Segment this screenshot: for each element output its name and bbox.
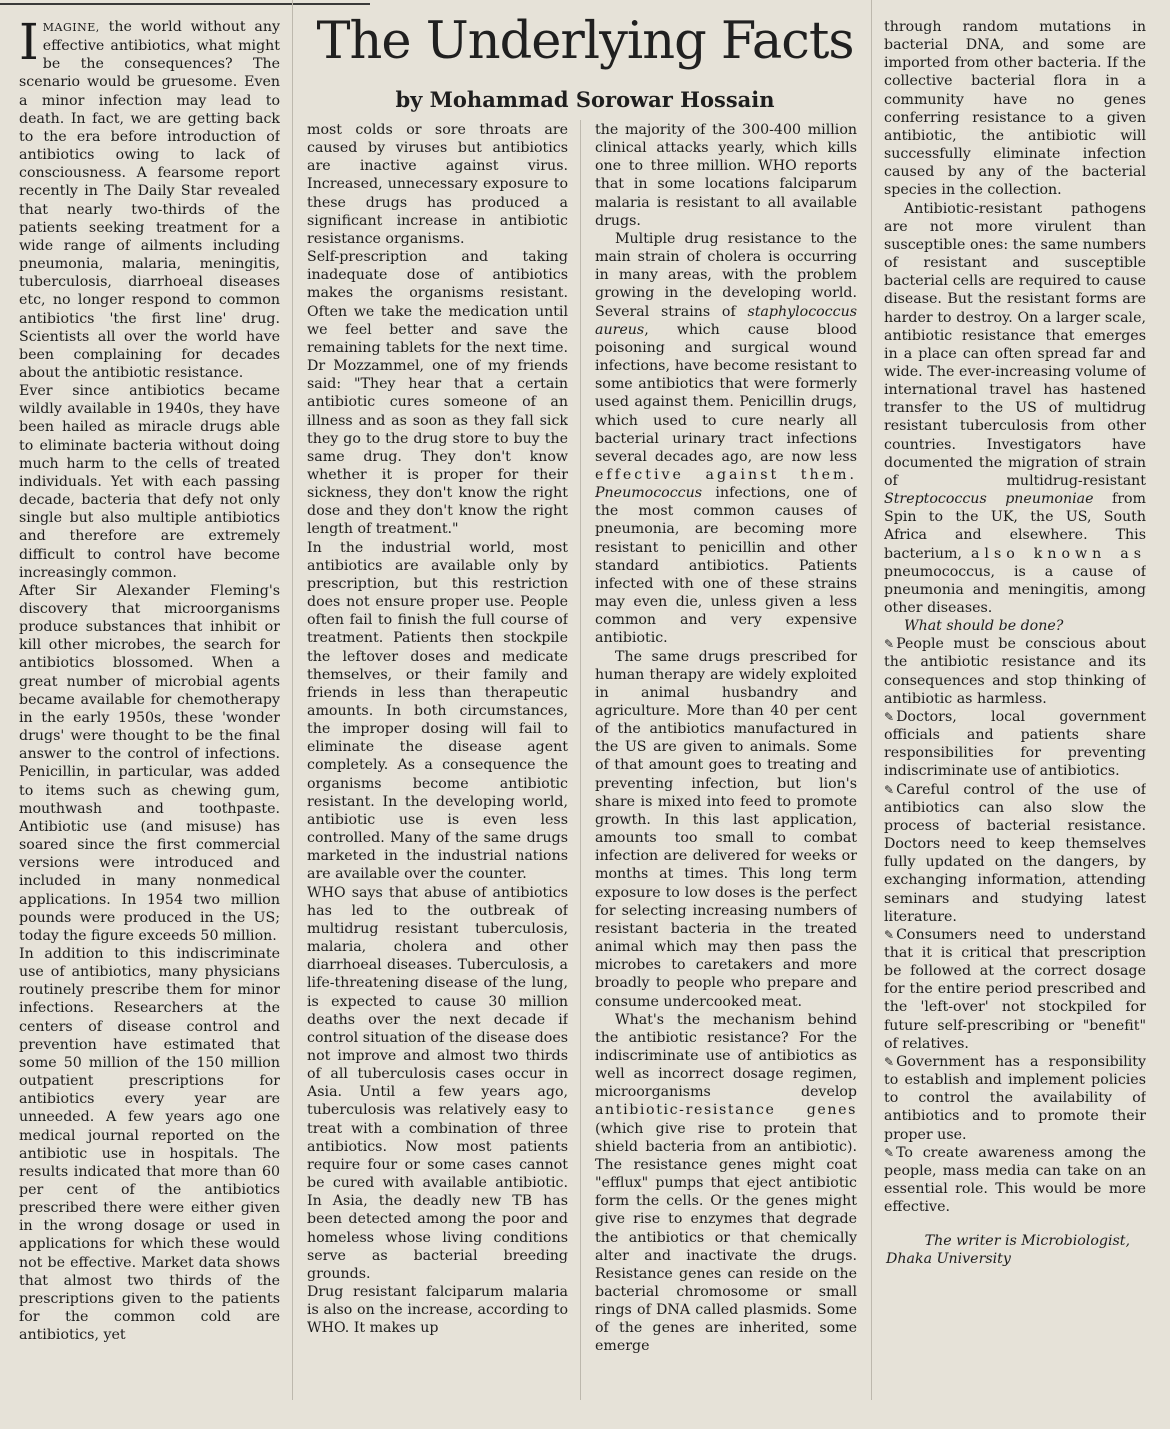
species-name: Pneumococcus — [595, 485, 703, 502]
list-item — [884, 926, 1146, 1053]
author-affiliation: Dhaka University — [886, 1251, 1011, 1268]
column-rule — [292, 0, 293, 1400]
list-item-text: People must be conscious about the antibiotic resistance and its consequences and stop thinking of antibiotic as harmless. — [884, 636, 1146, 707]
paragraph: In the industrial world, most antibiotics are available only by prescription, but this restriction does not ensure proper use. People often fail to finish the full course of treatment. Patients then stockpile the leftover doses and medicate themselves, or their family and friends in less than therapeutic amounts. In both circumstances, the improper dosing will fail to eliminate the disease agent completely. As a consequence the organisms become antibiotic resistant. In the developing world, antibiotic use is even less controlled. Many of the same drugs marketed in the industrial nations are available over the counter. — [307, 539, 568, 883]
paragraph-text: from Spin to the UK, the US, South Africa and elsewhere. This bacterium, — [884, 491, 1146, 562]
paragraph-text: the world without any effective antibiotics, what might be the consequences? The scenario would be gruesome. Even a minor infection may lead to death. In fact, we are getting back to the era before introduction of antibiotics owing to lack of consciousness. A fearsome report recently in The Daily Star revealed that nearly two-thirds of the patients seeking treatment for a wide range of ailments including pneumonia, malaria, meningitis, tuberculosis, diarrhoeal diseases etc, no longer respond to common antibiotics 'the first line' drug. Scientists all over the world have been complaining for decades about the antibiotic resistance. — [19, 19, 280, 381]
paragraph: Ever since antibiotics became wildly available in 1940s, they have been hailed as miracle drugs able to eliminate bacteria without doing much harm to the cells of treated individuals. Yet with each passing decade, bacteria that defy not only single but also multiple antibiotics and therefore are extremely difficult to control have become increasingly common. — [19, 383, 280, 581]
pen-icon: ✎ — [884, 1145, 895, 1160]
paragraph: WHO says that abuse of antibiotics has led to the outbreak of multidrug resistant tuberculosis, malaria, cholera and other diarrhoeal diseases. Tuberculosis, a life-threatening disease of the lung, is expected to cause 30 million deaths over the next decade if control situation of the disease does not improve and almost two thirds of all tuberculosis cases occur in Asia. Until a few years ago, tuberculosis was relatively easy to treat with a combination of three antibiotics. Now most patients require four or some cases cannot be cured with available antibiotic. In Asia, the deadly new TB has been detected among the poor and homeless whose living conditions serve as bacterial breeding grounds. — [307, 884, 568, 1282]
pen-icon: ✎ — [884, 782, 895, 797]
paragraph: Self-prescription and taking inadequate dose of antibiotics makes the organisms resistant. Often we take the medication until we feel better and save the remaining tablets for the next time. Dr Mozzammel, one of my friends said: "They hear that a certain antibiotic cures someone of an illness and as soon as they fall sick they go to the drug store to buy the same drug. They don't know whether it is proper for their sickness, they don't know the right dose and they don't know the right length of treatment." — [307, 249, 568, 538]
pen-icon: ✎ — [884, 637, 895, 652]
list-item — [884, 781, 1146, 926]
list-item-text: Government has a responsibility to establish and implement policies to control the availability of antibiotics and to promote their proper use. — [884, 1053, 1146, 1143]
list-item — [884, 635, 1146, 708]
list-item — [884, 708, 1146, 781]
pen-icon: ✎ — [884, 1054, 895, 1069]
paragraph — [19, 18, 280, 382]
author-note: The writer is Microbiologist, — [924, 1233, 1130, 1250]
list-item-text: Doctors, local government officials and patients share responsibilities for preventing indiscriminate use of antibiotics. — [884, 708, 1146, 780]
paragraph: Drug resistant falciparum malaria is also on the increase, according to WHO. It makes up — [307, 1284, 568, 1337]
headline: The Underlying Facts — [316, 12, 854, 71]
pen-icon: ✎ — [884, 927, 895, 942]
paragraph: In addition to this indiscriminate use of antibiotics, many physicians routinely prescribe them for minor infections. Researchers at the centers of disease control and prevention have estimated that some 50 million of the 150 million outpatient prescriptions for antibiotics every year are unneeded. A few years ago one medical journal reported on the antibiotic use in hospitals. The results indicated that more than 60 per cent of the antibiotics prescribed there were either given in the wrong dosage or used in applications for which these would not be effective. Market data shows that almost two thirds of the prescriptions given to the patients for the common cold are antibiotics, yet — [19, 945, 280, 1344]
list-item-text: Consumers need to understand that it is critical that prescription be followed at the correct dosage for the entire period prescribed and the 'left-over' not stockpiled for future self-prescribing or "benefit" of relatives. — [884, 926, 1146, 1052]
paragraph-text: Multiple drug resistance to the main strain of cholera is occurring in many areas, with the problem growing in the developing world. Several strains of — [595, 230, 857, 320]
paragraph-text: What's the mechanism behind the antibiotic resistance? For the indiscriminate use of antibiotics as well as incorrect dosage regimen, microorganisms develop — [595, 1011, 857, 1101]
paragraph-text: pneumococcus, is a cause of pneumonia and meningitis, among other diseases. — [884, 563, 1146, 616]
column-rule — [871, 0, 872, 1400]
paragraph: The same drugs prescribed for human therapy are widely exploited in animal husbandry and agriculture. More than 40 per cent of the antibiotics manufactured in the US are given to animals. Some of that amount goes to treating and preventing infection, but lion's share is mixed into feed to promote growth. In this last application, amounts too small to combat infection are delivered for weeks or months at times. This long term exposure to low doses is the perfect for selecting increasing numbers of resistant bacteria in the treated animal which may then pass the microbes to caretakers and more broadly to people who prepare and consume undercooked meat. — [595, 648, 857, 1010]
column-4 — [884, 18, 1146, 1269]
column-rule — [580, 120, 581, 1400]
column-2 — [307, 121, 568, 1337]
paragraph — [595, 1011, 857, 1356]
paragraph-text: Antibiotic-resistant pathogens are not more virulent than susceptible ones: the same numbers of resistant and susceptible bacterial cells are required to cause disease. But the resistant forms are harder to destroy. On a larger scale, antibiotic resistance that emerges in a place can often spread far and wide. The ever-increasing volume of international travel has hastened transfer to the US of multidrug resistant tuberculosis from other countries. Investigators have documented the migration of strain of multidrug-resistant — [884, 200, 1146, 489]
list-item-text: Careful control of the use of antibiotics can also slow the process of bacterial resistance. Doctors need to keep themselves fully updated on the dangers, by exchanging information, attending seminars and studying latest literature. — [884, 781, 1146, 925]
pen-icon: ✎ — [884, 709, 895, 724]
drop-cap: I — [19, 18, 39, 71]
paragraph-text: also known as — [970, 545, 1146, 562]
paragraph — [884, 200, 1146, 618]
paragraph-text: , which cause blood poisoning and surgical wound infections, have become resistant to some antibiotics that were formerly used against them. Penicillin drugs, which used to cure nearly all bacterial urinary tract infections several decades ago, are now less — [595, 321, 857, 465]
paragraph: most colds or sore throats are caused by viruses but antibiotics are inactive against virus. Increased, unnecessary exposure to these drugs has produced a significant increase in antibiotic resistance organisms. — [307, 122, 568, 247]
paragraph-text: (which give rise to protein that shield bacteria from an antibiotic). The resistance genes might coat "efflux" pumps that eject antibiotic form the cells. Or the genes might give rise to enzymes that degrade the antibiotics or that chemically alter and inactivate the drugs. Resistance genes can reside on the bacterial chromosome or small rings of DNA called plasmids. Some of the genes are inherited, some emerge — [595, 1120, 857, 1355]
column-3 — [595, 121, 857, 1356]
paragraph — [595, 230, 857, 648]
paragraph: through random mutations in bacterial DNA, and some are imported from other bacteria. If the collective bacterial flora in a community have no genes conferring resistance to a given antibiotic, the antibiotic will successfully eliminate infection caused by any of the bacterial species in the collection. — [884, 19, 1146, 199]
top-rule — [0, 3, 370, 5]
list-item — [884, 1053, 1146, 1144]
list-item — [884, 1144, 1146, 1217]
column-1 — [19, 18, 280, 1344]
byline: by Mohammad Sorowar Hossain — [395, 87, 775, 112]
species-name: Streptococcus pneumoniae — [884, 491, 1094, 508]
list-item-text: To create awareness among the people, mass media can take on an essential role. This would be more effective. — [884, 1144, 1146, 1216]
paragraph-text: effective against them. — [595, 466, 857, 483]
subheading: What should be done? — [904, 618, 1064, 635]
paragraph: After Sir Alexander Fleming's discovery that microorganisms produce substances that inhibit or kill other microbes, the search for antibiotics blossomed. When a great number of microbial agents became available for chemotherapy in the early 1950s, these 'wonder drugs' were thought to be the final answer to the control of infections. Penicillin, in particular, was added to items such as chewing gum, mouthwash and toothpaste. Antibiotic use (and misuse) has soared since the first commercial versions were introduced and included in many nonmedical applications. In 1954 two million pounds were produced in the US; today the figure exceeds 50 million. — [19, 582, 280, 944]
species-name: staphylococcus aureus — [595, 303, 857, 338]
paragraph-text: infections, one of the most common causes of pneumonia, are becoming more resistant to penicillin and other standard antibiotics. Patients infected with one of these strains may even die, unless given a less common and very expensive antibiotic. — [595, 485, 857, 647]
paragraph: the majority of the 300-400 million clinical attacks yearly, which kills one to three million. WHO reports that in some locations falciparum malaria is resistant to all available drugs. — [595, 122, 857, 229]
lead-in: MAGINE, — [42, 21, 100, 34]
paragraph-text: antibiotic-resistance genes — [595, 1102, 857, 1119]
